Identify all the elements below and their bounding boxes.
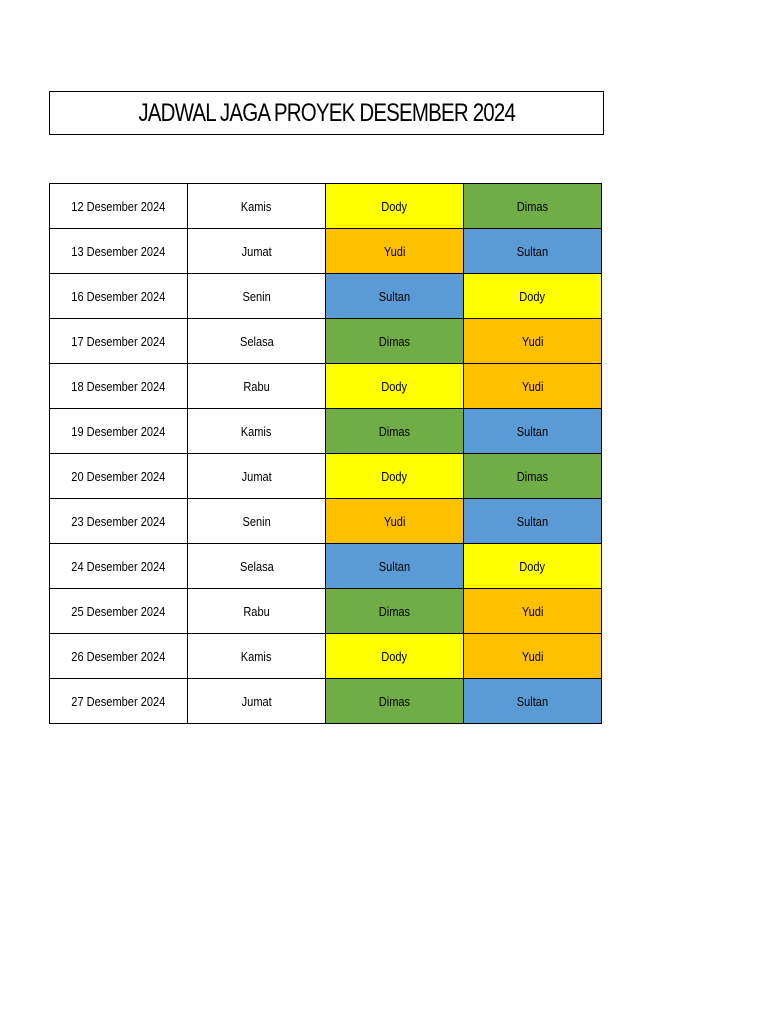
- guard-2-cell-text: Sultan: [516, 243, 549, 259]
- day-cell-text: Rabu: [243, 603, 270, 619]
- day-cell-text: Senin: [242, 288, 271, 304]
- table-row: [50, 499, 602, 544]
- schedule-body: [50, 184, 602, 724]
- table-row: [50, 319, 602, 364]
- day-cell: [188, 184, 326, 229]
- guard-2-cell-text: Dimas: [516, 468, 549, 484]
- date-cell: [50, 364, 188, 409]
- guard-2-cell: [464, 454, 602, 499]
- guard-1-cell: [326, 184, 464, 229]
- date-cell: [50, 454, 188, 499]
- day-cell: [188, 544, 326, 589]
- guard-1-cell-text: Dimas: [378, 423, 411, 439]
- day-cell: [188, 499, 326, 544]
- guard-1-cell-text: Dimas: [378, 603, 411, 619]
- day-cell-text: Jumat: [241, 243, 272, 259]
- guard-1-cell: [326, 544, 464, 589]
- guard-2-cell: [464, 634, 602, 679]
- guard-1-cell: [326, 454, 464, 499]
- date-cell-text: 19 Desember 2024: [71, 423, 166, 439]
- table-row: [50, 274, 602, 319]
- guard-1-cell: [326, 274, 464, 319]
- date-cell-text: 25 Desember 2024: [71, 603, 166, 619]
- page-title: JADWAL JAGA PROYEK DESEMBER 2024: [138, 98, 515, 127]
- guard-2-cell-text: Sultan: [516, 693, 549, 709]
- date-cell-text: 23 Desember 2024: [71, 513, 166, 529]
- guard-2-cell: [464, 589, 602, 634]
- table-row: [50, 544, 602, 589]
- guard-1-cell: [326, 499, 464, 544]
- guard-1-cell-text: Yudi: [383, 513, 406, 529]
- date-cell: [50, 319, 188, 364]
- guard-1-cell-text: Sultan: [378, 558, 411, 574]
- day-cell-text: Kamis: [241, 648, 272, 664]
- guard-1-cell: [326, 364, 464, 409]
- date-cell-text: 24 Desember 2024: [71, 558, 166, 574]
- date-cell-text: 26 Desember 2024: [71, 648, 166, 664]
- guard-1-cell: [326, 589, 464, 634]
- day-cell: [188, 274, 326, 319]
- guard-2-cell: [464, 364, 602, 409]
- day-cell-text: Jumat: [241, 468, 272, 484]
- day-cell-text: Kamis: [241, 198, 272, 214]
- table-row: [50, 364, 602, 409]
- guard-1-cell-text: Dody: [381, 468, 408, 484]
- day-cell-text: Selasa: [239, 558, 274, 574]
- guard-2-cell: [464, 679, 602, 724]
- schedule-table: [49, 183, 602, 724]
- date-cell: [50, 634, 188, 679]
- table-row: [50, 634, 602, 679]
- day-cell: [188, 319, 326, 364]
- guard-2-cell: [464, 544, 602, 589]
- guard-1-cell-text: Yudi: [383, 243, 406, 259]
- guard-1-cell-text: Dimas: [378, 333, 411, 349]
- guard-2-cell: [464, 409, 602, 454]
- date-cell: [50, 679, 188, 724]
- guard-1-cell: [326, 409, 464, 454]
- day-cell: [188, 589, 326, 634]
- day-cell: [188, 229, 326, 274]
- guard-2-cell: [464, 184, 602, 229]
- guard-2-cell-text: Dody: [519, 558, 546, 574]
- date-cell: [50, 274, 188, 319]
- date-cell-text: 18 Desember 2024: [71, 378, 166, 394]
- day-cell-text: Jumat: [241, 693, 272, 709]
- title-box: [49, 91, 604, 135]
- date-cell: [50, 589, 188, 634]
- table-row: [50, 229, 602, 274]
- date-cell-text: 20 Desember 2024: [71, 468, 166, 484]
- guard-1-cell: [326, 319, 464, 364]
- date-cell-text: 17 Desember 2024: [71, 333, 166, 349]
- guard-2-cell-text: Yudi: [521, 378, 544, 394]
- day-cell: [188, 634, 326, 679]
- guard-1-cell-text: Dody: [381, 198, 408, 214]
- guard-1-cell: [326, 634, 464, 679]
- date-cell-text: 16 Desember 2024: [71, 288, 166, 304]
- guard-2-cell-text: Dody: [519, 288, 546, 304]
- table-row: [50, 184, 602, 229]
- guard-1-cell: [326, 679, 464, 724]
- guard-1-cell-text: Dody: [381, 378, 408, 394]
- table-row: [50, 454, 602, 499]
- table-row: [50, 589, 602, 634]
- guard-2-cell: [464, 229, 602, 274]
- guard-2-cell-text: Yudi: [521, 648, 544, 664]
- table-row: [50, 679, 602, 724]
- date-cell-text: 27 Desember 2024: [71, 693, 166, 709]
- date-cell: [50, 544, 188, 589]
- guard-2-cell-text: Yudi: [521, 333, 544, 349]
- date-cell: [50, 499, 188, 544]
- date-cell-text: 13 Desember 2024: [71, 243, 166, 259]
- table-row: [50, 409, 602, 454]
- guard-1-cell-text: Sultan: [378, 288, 411, 304]
- guard-2-cell: [464, 499, 602, 544]
- guard-1-cell: [326, 229, 464, 274]
- day-cell: [188, 679, 326, 724]
- date-cell: [50, 229, 188, 274]
- guard-1-cell-text: Dimas: [378, 693, 411, 709]
- day-cell-text: Rabu: [243, 378, 270, 394]
- day-cell: [188, 409, 326, 454]
- day-cell: [188, 454, 326, 499]
- guard-2-cell-text: Sultan: [516, 513, 549, 529]
- date-cell: [50, 409, 188, 454]
- day-cell: [188, 364, 326, 409]
- guard-2-cell-text: Sultan: [516, 423, 549, 439]
- day-cell-text: Senin: [242, 513, 271, 529]
- day-cell-text: Selasa: [239, 333, 274, 349]
- date-cell: [50, 184, 188, 229]
- guard-2-cell-text: Yudi: [521, 603, 544, 619]
- guard-2-cell-text: Dimas: [516, 198, 549, 214]
- guard-2-cell: [464, 274, 602, 319]
- date-cell-text: 12 Desember 2024: [71, 198, 166, 214]
- day-cell-text: Kamis: [241, 423, 272, 439]
- guard-1-cell-text: Dody: [381, 648, 408, 664]
- guard-2-cell: [464, 319, 602, 364]
